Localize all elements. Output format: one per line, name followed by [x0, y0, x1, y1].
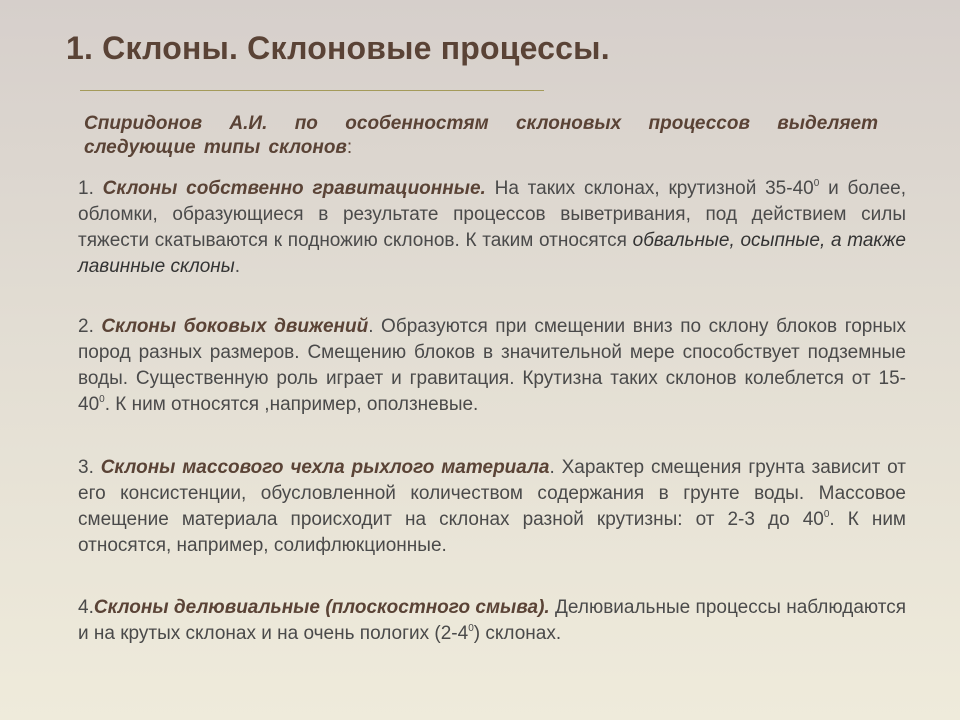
- title-underline: [80, 90, 544, 91]
- item-heading: Склоны делювиальные (плоскостного смыва).: [93, 597, 550, 618]
- slide-title: 1. Склоны. Склоновые процессы.: [66, 30, 610, 66]
- degree-superscript: 0: [99, 394, 105, 405]
- item-heading: Склоны боковых движений: [101, 316, 369, 337]
- item-body: . Образуются при смещении вниз по склону блоков горных пород разных размеров. Смещению блоков в значительной мере способствует подземные воды. Существенную роль играет и гравитация. Крутизна таких склонов колеблется от 15-40: [78, 316, 907, 415]
- item-italic-examples: обвальные, осыпные, а также лавинные склоны: [78, 230, 906, 277]
- item-number: 1.: [78, 178, 103, 199]
- item-body: На таких склонах, крутизной 35-40: [485, 178, 814, 199]
- intro-text: Спиридонов А.И. по особенностям склоновых процессов выделяет следующие типы склонов: [84, 113, 878, 158]
- intro-paragraph: [84, 112, 878, 160]
- slope-type-3: [78, 455, 906, 559]
- item-number: 4.: [78, 597, 94, 618]
- item-number: 3.: [78, 457, 101, 478]
- item-body-continued: и более, обломки, образующиеся в результате процессов выветривания, под действием силы тяжести скатываются к подножию склонов. К таким относятся: [78, 178, 907, 251]
- item-end: .: [234, 256, 240, 277]
- degree-superscript: 0: [468, 623, 474, 634]
- degree-superscript: 0: [813, 178, 820, 189]
- item-body-continued: ) склонах.: [473, 623, 562, 644]
- item-heading: Склоны собственно гравитационные.: [102, 178, 486, 199]
- item-body-continued: . К ним относятся, например, солифлюкционные.: [78, 509, 906, 556]
- item-heading: Склоны массового чехла рыхлого материала: [100, 457, 550, 478]
- item-body: . Характер смещения грунта зависит от его консистенции, обусловленной количеством содержания в грунте воды. Массовое смещение материала происходит на склонах разной крутизны: от 2-3 до 40: [78, 457, 907, 530]
- intro-colon: :: [346, 137, 353, 158]
- slope-type-2: [78, 314, 906, 418]
- degree-superscript: 0: [823, 509, 830, 520]
- slope-type-1: [78, 176, 906, 280]
- item-number: 2.: [78, 316, 102, 337]
- item-body-continued: . К ним относятся ,например, оползневые.: [104, 394, 479, 415]
- item-body: Делювиальные процессы наблюдаются и на крутых склонах и на очень пологих (2-4: [78, 597, 906, 644]
- slope-type-4: [78, 595, 906, 647]
